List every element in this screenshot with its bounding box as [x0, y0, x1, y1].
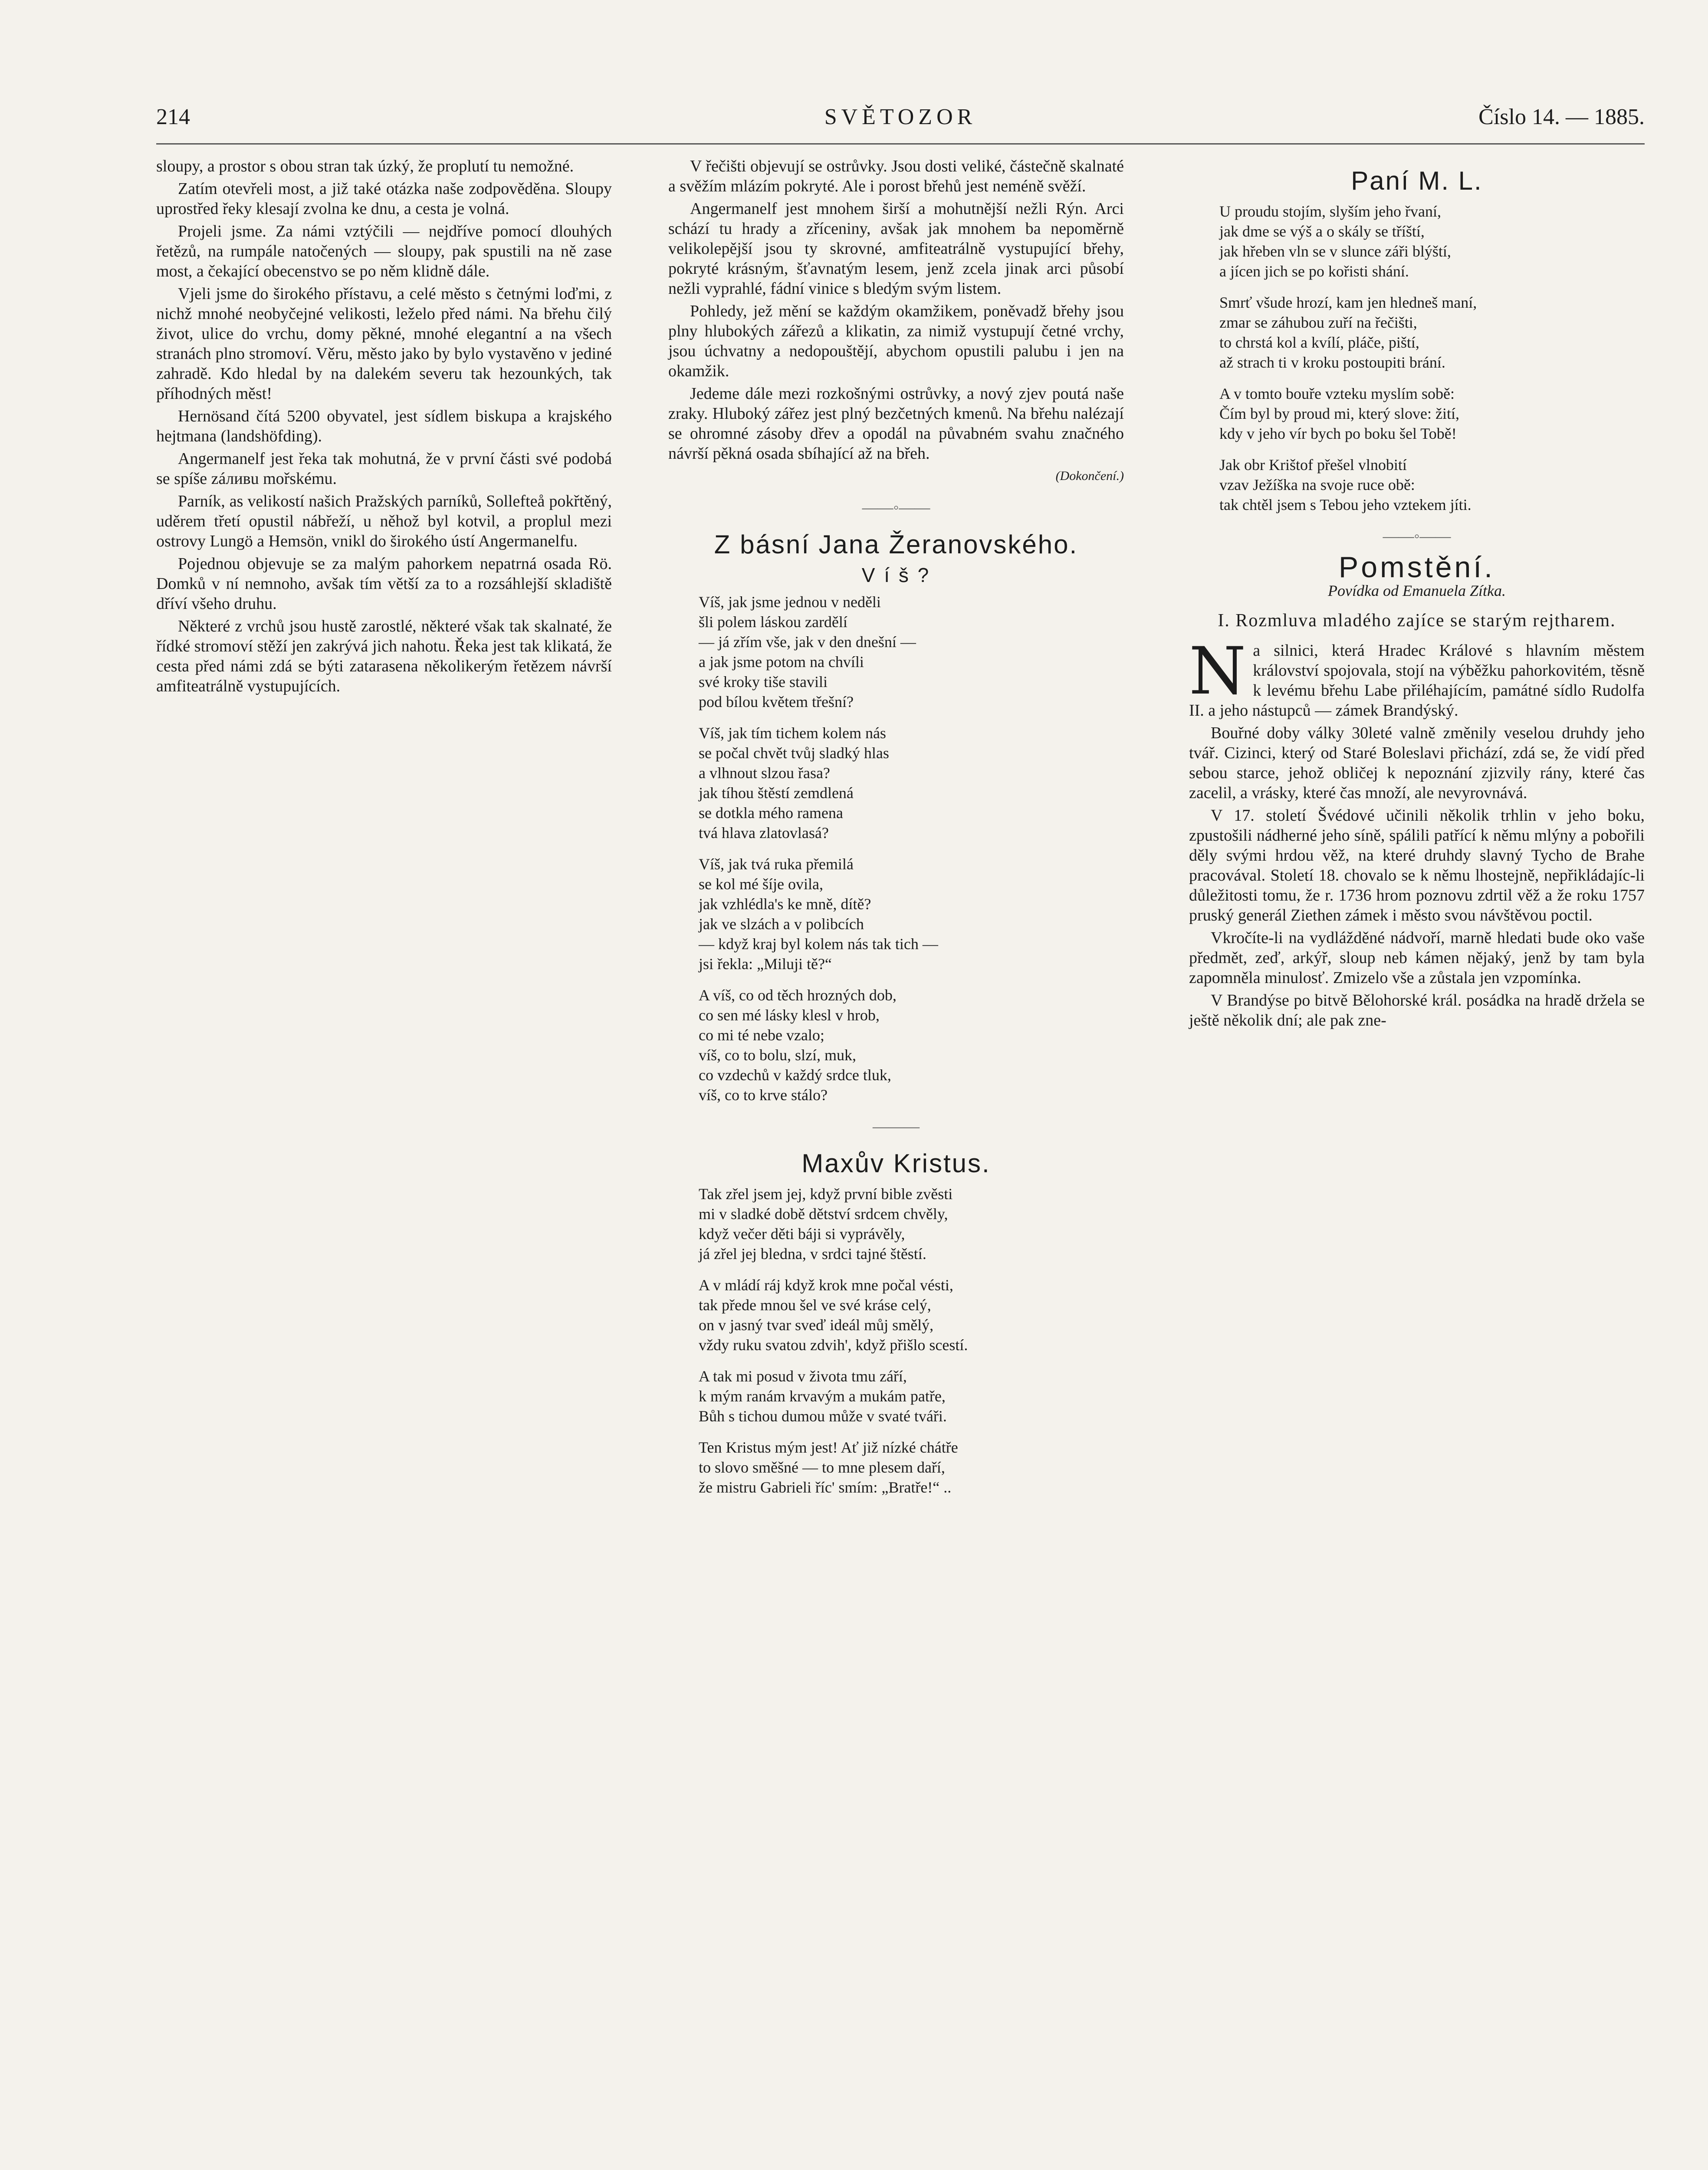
verse-line: zmar se záhubou zuří na řečišti,: [1219, 314, 1417, 331]
verse-line: jsi řekla: „Miluji tě?“: [699, 955, 832, 973]
verse-line: to slovo směšné — to mne plesem daří,: [699, 1459, 945, 1476]
verse-line: víš, co to krve stálo?: [699, 1086, 828, 1104]
stanza: [699, 1184, 1124, 1264]
paragraph-text: a silnici, která Hradec Králové s hlavním městem království spojovala, stojí na výběžku pahorkovitém, těsně k levému břehu Labe přiléhajícím, památné sídlo Rudolfa II. a jeho nástupců — zámek Brandýský.: [1189, 641, 1645, 720]
verse-line: jak vzhlédla's ke mně, dítě?: [699, 895, 871, 913]
verse-line: on v jasný tvar sveď ideál můj smělý,: [699, 1316, 934, 1334]
verse-line: když večer děti báji si vyprávěly,: [699, 1225, 905, 1243]
verse-line: k mým ranám krvavým a mukám patře,: [699, 1387, 946, 1405]
paragraph: sloupy, a prostor s obou stran tak úzký, že proplutí tu nemožné.: [156, 157, 574, 175]
verse-line: že mistru Gabrieli říc' smím: „Bratře!“ ..: [699, 1479, 952, 1496]
verse-line: jak ve slzách a v polibcích: [699, 915, 864, 933]
running-header: [156, 104, 1645, 145]
continuation-note: (Dokončení.): [1055, 469, 1124, 483]
verse-line: mi v sladké době dětství srdcem chvěly,: [699, 1205, 948, 1223]
verse-line: A víš, co od těch hrozných dob,: [699, 986, 897, 1004]
verse-line: tak chtěl jsem s Tebou jeho vztekem jíti.: [1219, 496, 1472, 513]
paragraph: Bouřné doby války 30leté valně změnily veselou druhdy jeho tvář. Cizinci, který od Staré Boleslavi přichází, zdá se, že vidí před sebou starce, jehož obličej k nepoznání zjizvily rány, které čas zacelil, a vrásky, které čas množí, ale nevyrovnává.: [1189, 724, 1645, 802]
verse-line: A v tomto bouře vzteku myslím sobě:: [1219, 385, 1455, 402]
verse-line: tvá hlava zlatovlasá?: [699, 824, 829, 842]
stanza: [1219, 201, 1645, 281]
verse-line: co mi té nebe vzalo;: [699, 1026, 824, 1044]
verse-line: se dotkla mého ramena: [699, 804, 843, 822]
paragraph: Parník, as velikostí našich Pražských parníků, Sollefteå pokřtěný, uděrem třetí opustil nábřeží, u něhož byl kotvil, a proplul mezi ostrovy Lungö a Hemsön, vnikl do širokého ústí Angermanelfu.: [156, 492, 612, 550]
verse-line: co vzdechů v každý srdce tluk,: [699, 1066, 891, 1084]
verse-line: a jícen jich se po kořisti shání.: [1219, 263, 1409, 280]
paragraph: Pojednou objevuje se za malým pahorkem nepatrná osada Rö. Domků v ní nemnoho, avšak tím větší za to a rozsáhlejší skladiště dříví všeho druhu.: [156, 555, 612, 613]
verse-line: se kol mé šíje ovila,: [699, 875, 823, 893]
verse-line: šli polem láskou zardělí: [699, 613, 847, 631]
paragraph: Některé z vrchů jsou hustě zarostlé, některé však tak skalnaté, že řídké stromoví stěží jen zakrývá jich nahotu. Řeka jest tak klikatá, že cesta před námi zdá se býti zatarasena několikerým řetězem návrší amfiteatrálně vystupujících.: [156, 617, 612, 695]
verse-line: vzav Ježíška na svoje ruce obě:: [1219, 476, 1415, 493]
paragraph: Jedeme dále mezi rozkošnými ostrůvky, a nový zjev poutá naše zraky. Hluboký zářez jest plný bezčetných kmenů. Na břehu nalézají se ohromné zásoby dřev a opodál na půvabném svahu značného návrší pěkná osada sbíhající až na břeh.: [668, 385, 1124, 463]
paragraph: [1189, 634, 1645, 720]
verse-line: — já zřím vše, jak v den dnešní —: [699, 633, 916, 651]
verse-line: Víš, jak tím tichem kolem nás: [699, 724, 886, 742]
poem-title: Paní M. L.: [1351, 166, 1483, 195]
divider-ornament: ——◦——: [1383, 527, 1451, 545]
divider-rule: ———: [873, 1118, 920, 1135]
stanza: [699, 985, 1124, 1105]
poem-title: Z básní Jana Žeranovského.: [714, 530, 1078, 559]
column-2: [668, 156, 1124, 1509]
verse-line: kdy v jeho vír bych po boku šel Tobě!: [1219, 425, 1457, 442]
column-1: [156, 156, 612, 699]
verse-line: pod bílou květem třešní?: [699, 693, 854, 710]
verse-line: U proudu stojím, slyším jeho řvaní,: [1219, 203, 1441, 220]
paragraph: Angermanelf jest mnohem širší a mohutnější nežli Rýn. Arci schází tu hrady a zříceniny, avšak jak mnohem ba nepoměrně velikolepější jsou ty skrovné, amfiteatrálně vystupující břehy, pokryté krásným, šťavnatým lesem, jenž zcela jinak arci působí nežli vyprahlé, fádní vinice s bledým svým listem.: [668, 200, 1124, 298]
verse-line: tak přede mnou šel ve své kráse celý,: [699, 1296, 931, 1314]
verse-line: Tak zřel jsem jej, když první bible zvěsti: [699, 1185, 953, 1203]
stanza: [699, 723, 1124, 843]
verse-line: Jak obr Krištof přešel vlnobití: [1219, 456, 1407, 473]
verse-line: A v mládí ráj když krok mne počal vésti,: [699, 1276, 953, 1294]
stanza: [1219, 384, 1645, 444]
verse-line: to chrstá kol a kvílí, pláče, piští,: [1219, 334, 1419, 351]
journal-title: SVĚTOZOR: [824, 105, 977, 129]
verse-line: víš, co to bolu, slzí, muk,: [699, 1046, 856, 1064]
divider-ornament: ——◦——: [862, 499, 930, 516]
paragraph: Projeli jsme. Za námi vztýčili — nejdříve pomocí dlouhých řetězů, na rumpále natočených — sloupy, pak spustili na ně zase most, a čekající obecenstvo se po něm klidně dále.: [156, 222, 612, 280]
verse-line: Bůh s tichou dumou může v svaté tváři.: [699, 1407, 947, 1425]
column-3: [1189, 156, 1645, 1033]
verse-line: až strach ti v kroku postoupiti brání.: [1219, 354, 1445, 371]
paragraph: Pohledy, jež mění se každým okamžikem, poněvadž břehy jsou plny hlubokých zářezů a klikatin, za nimiž vystupují četné vrchy, jsou úchvatny a nedopouštějí, abychom opustili palubu i jen na okamžik.: [668, 302, 1124, 380]
verse-line: Ten Kristus mým jest! Ať již nízké chátře: [699, 1439, 958, 1456]
paragraph: V 17. století Švédové učinili několik trhlin v jeho boku, zpustošili nádherné jeho síně, spálili patřící k němu mlýny a pobořili děly svými hrdou věž, na které druhdy slavný Tycho de Brahe pracovával. Století 18. chovalo se k němu lhostejně, nepřikládajíc-li důležitosti tomu, že r. 1736 hrom poznovu zdrtil věž a že roku 1757 pruský generál Ziethen zámek i město svou návštěvou poctil.: [1189, 806, 1645, 924]
verse-line: a vlhnout slzou řasa?: [699, 764, 830, 782]
verse-line: Víš, jak tvá ruka přemilá: [699, 855, 854, 873]
verse-line: A tak mi posud v života tmu září,: [699, 1368, 907, 1385]
paragraph: Vjeli jsme do širokého přístavu, a celé město s četnými loďmi, z nichž mnohé neobyčejné velikosti, leželo před námi. Na břehu čilý život, ulice do vrchu, domy pěkné, mnohé elegantní a na všech stranách plno stromoví. Věru, město jako by bylo vystavěno v jediné zahradě. Kdo hledal by na dalekém severu tak hezounkých, tak příhodných měst!: [156, 285, 612, 403]
stanza: [1219, 455, 1645, 515]
poem-title: Maxův Kristus.: [801, 1149, 991, 1178]
stanza: [699, 592, 1124, 712]
verse-line: Smrť všude hrozí, kam jen hledneš maní,: [1219, 294, 1477, 311]
verse-line: své kroky tiše stavili: [699, 673, 828, 690]
paragraph: V řečišti objevují se ostrůvky. Jsou dosti veliké, částečně skalnaté a svěžím mlázím pokryté. Ale i porost břehů jest neméně svěží.: [668, 157, 1124, 195]
paragraph: Vkročíte-li na vydlážděné nádvoří, marně hledati bude oko vaše předmět, zeď, arkýř, sloup neb kámen nějaký, jenž by tam byla zapomněla minulosť. Zmizelo vše a zůstala jen vzpomínka.: [1189, 929, 1645, 987]
paragraph: V Brandýse po bitvě Bělohorské král. posádka na hradě držela se ještě několik dní; ale pak zne-: [1189, 991, 1645, 1029]
drop-cap: N: [1189, 634, 1246, 709]
story-title: Pomstění.: [1338, 551, 1495, 584]
paragraph: Hernösand čítá 5200 obyvatel, jest sídlem biskupa a krajského hejtmana (landshöfding).: [156, 407, 612, 445]
issue-label: Číslo 14. — 1885.: [1478, 105, 1645, 129]
verse-line: jak tíhou štěstí zemdlená: [699, 784, 854, 802]
verse-line: se počal chvět tvůj sladký hlas: [699, 744, 889, 762]
verse-line: já zřel jej bledna, v srdci tajné štěstí.: [699, 1245, 926, 1263]
stanza: [1219, 293, 1645, 372]
paragraph: Zatím otevřeli most, a již také otázka naše zodpověděna. Sloupy uprostřed řeky klesají zvolna ke dnu, a cesta je volná.: [156, 180, 612, 218]
verse-line: Víš, jak jsme jednou v neděli: [699, 593, 881, 611]
story-byline: Povídka od Emanuela Zítka.: [1328, 582, 1506, 599]
verse-line: — když kraj byl kolem nás tak tich —: [699, 935, 938, 953]
stanza: [699, 854, 1124, 974]
page: [156, 87, 1645, 2170]
page-number: 214: [156, 105, 190, 129]
verse-line: co sen mé lásky klesl v hrob,: [699, 1006, 880, 1024]
paragraph: Angermanelf jest řeka tak mohutná, že v první části své podobá se spíše záливu mořskému.: [156, 450, 612, 488]
stanza: [699, 1366, 1124, 1426]
stanza: [699, 1275, 1124, 1355]
chapter-heading: I. Rozmluva mladého zajíce se starým rejtharem.: [1218, 611, 1616, 631]
verse-line: jak hřeben vln se v slunce záři blýští,: [1219, 243, 1451, 260]
verse-line: a jak jsme potom na chvíli: [699, 653, 864, 671]
verse-line: vždy ruku svatou zdvih', když přišlo scestí.: [699, 1336, 968, 1354]
poem-subtitle: V í š ?: [861, 564, 931, 586]
verse-line: jak dme se výš a o skály se tříští,: [1219, 223, 1425, 240]
stanza: [699, 1437, 1124, 1497]
verse-line: Čím byl by proud mi, který slove: žití,: [1219, 405, 1459, 422]
